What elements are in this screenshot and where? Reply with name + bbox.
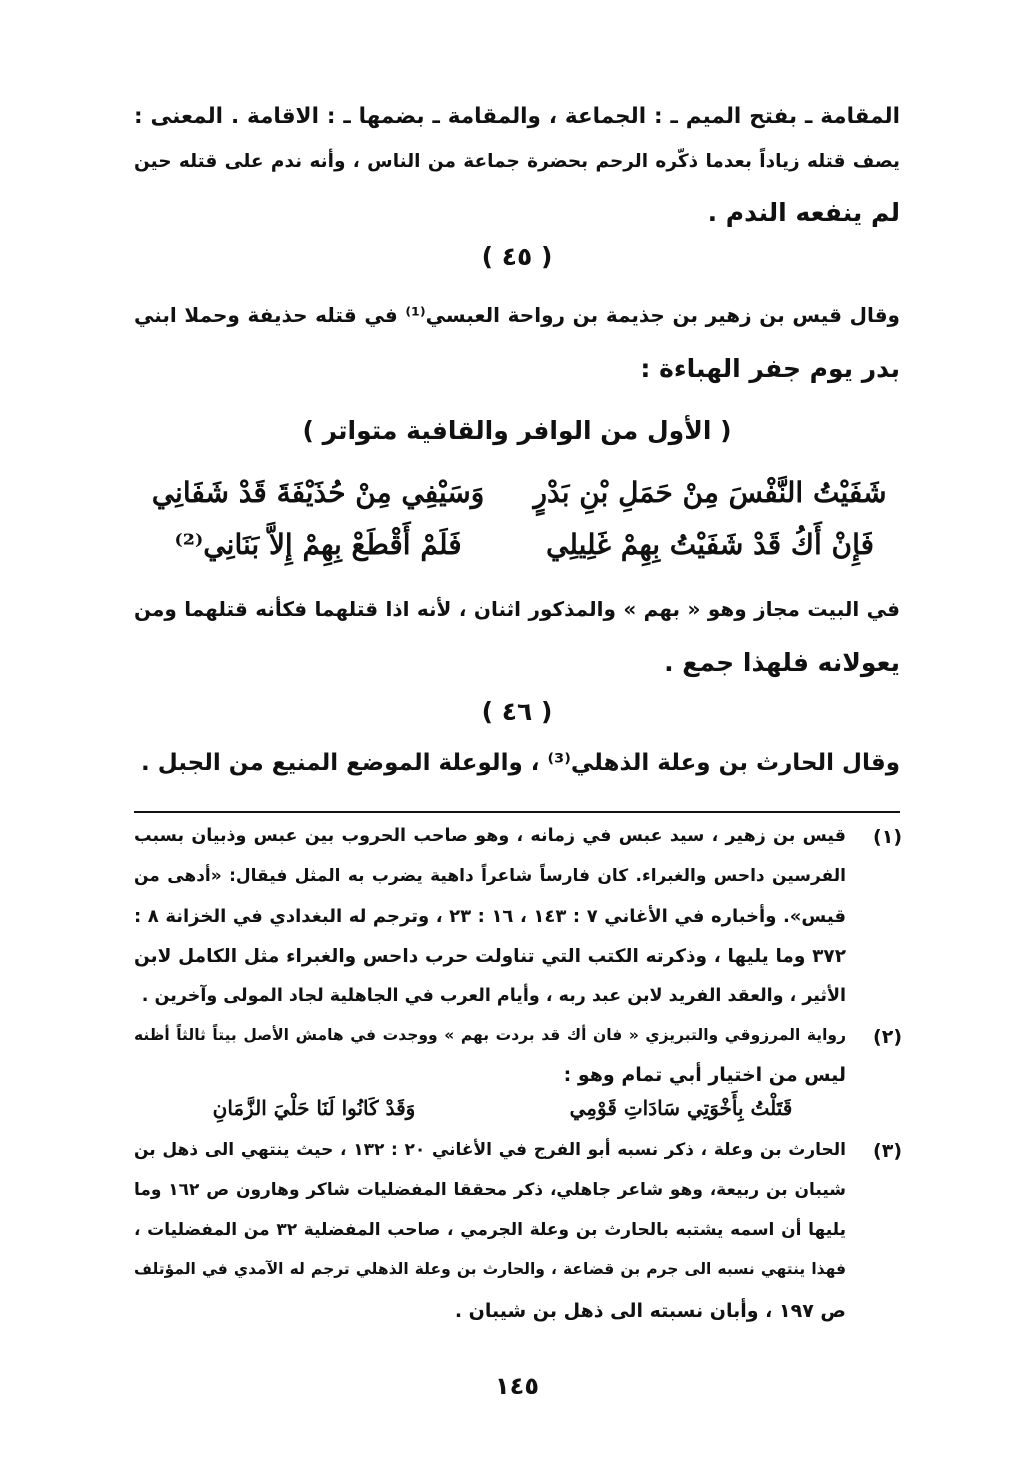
footnote-1-line-4: ٣٧٢ وما يليها ، وذكرته الكتب التي تناولت حرب داحس والغبراء مثل الكامل لابن	[134, 946, 846, 967]
verse-2-first-hemistich: فَإِنْ أَكُ قَدْ شَفَيْتُ بِهِمْ غَلِيلِي	[545, 528, 875, 561]
footnote-2-line-2: ليس من اختيار أبي تمام وهو :	[563, 1064, 846, 1086]
footnote-1-number: (١)	[873, 826, 902, 848]
section-number-45: ( ٤٥ )	[481, 242, 553, 271]
body-line-2: يصف قتله زياداً بعدما ذكّره الرحم بحضرة جماعة من الناس ، وأنه ندم على قتله حين	[134, 151, 900, 172]
body-line-3: لم ينفعه الندم .	[707, 198, 900, 227]
verse-1-first-hemistich: شَفَيْتُ النَّفْسَ مِنْ حَمَلِ بْنِ بَدْرٍ	[533, 476, 887, 509]
verse-2-second-hemistich: فَلَمْ أَقْطَعْ بِهِمْ إِلاَّ بَنَانِي⁽²⁾	[174, 528, 462, 561]
intro-46-line: وقال الحارث بن وعلة الذهلي⁽³⁾ ، والوعلة الموضع المنيع من الجبل .	[141, 750, 900, 776]
footnote-1-line-3: قيس». وأخباره في الأغاني ٧ : ١٤٣ ، ١٦ : ٢٣ ، وترجم له البغدادي في الخزانة ٨ :	[134, 906, 846, 927]
intro-45-line-1: وقال قيس بن زهير بن جذيمة بن رواحة العبسي⁽¹⁾ في قتله حذيفة وحملا ابني	[134, 303, 900, 327]
footnote-1-line-2: الفرسين داحس والغبراء. كان فارساً شاعراً داهية يضرب به المثل فيقال: «أدهى من	[134, 866, 846, 886]
intro-45-line-2: بدر يوم جفر الهباءة :	[640, 354, 900, 383]
footnote-3-line-3: يليها أن اسمه يشتبه بالحارث بن وعلة الجرمي ، صاحب المفضلية ٣٢ من المفضليات ،	[134, 1220, 846, 1240]
comment-45-line-2: يعولانه فلهذا جمع .	[664, 648, 900, 677]
footnote-3-number: (٣)	[873, 1140, 902, 1162]
footnote-1-line-5: الأثير ، والعقد الفريد لابن عبد ربه ، وأيام العرب في الجاهلية لجاد المولى وآخرين .	[141, 986, 846, 1006]
footnote-2-line-1: رواية المرزوقي والتبريزي « فان أك قد بردت بهم » ووجدت في هامش الأصل بيتاً ثالثاً أظنه	[134, 1026, 846, 1044]
meter-heading: ( الأول من الوافر والقافية متواتر )	[302, 416, 732, 445]
footnote-2-verse-first: قَتَلْتُ بِأَخْوَتِي سَادَاتِ قَوْمِي	[569, 1096, 793, 1120]
footnote-3-line-1: الحارث بن وعلة ، ذكر نسبه أبو الفرج في الأغاني ٢٠ : ١٣٢ ، حيث ينتهي الى ذهل بن	[134, 1140, 846, 1160]
footnote-3-line-4: فهذا ينتهي نسبه الى جرم بن قضاعة ، والحارث بن وعلة الذهلي ترجم له الآمدي في المؤتلف	[134, 1260, 846, 1278]
comment-45-line-1: في البيت مجاز وهو « بهم » والمذكور اثنان ، لأنه اذا قتلهما فكأنه قتلهما ومن	[134, 597, 900, 621]
footnote-3-line-5: ص ١٩٧ ، وأبان نسبته الى ذهل بن شيبان .	[454, 1300, 846, 1322]
section-number-46: ( ٤٦ )	[481, 697, 553, 726]
footnote-3-line-2: شيبان بن ربيعة، وهو شاعر جاهلي، ذكر محققا المفضليات شاكر وهارون ص ١٦٢ وما	[134, 1180, 846, 1200]
footnote-2-number: (٢)	[873, 1026, 902, 1048]
page-number: ١٤٥	[495, 1372, 539, 1400]
footnote-1-line-1: قيس بن زهير ، سيد عبس في زمانه ، وهو صاحب الحروب بين عبس وذبيان بسبب	[134, 826, 846, 846]
body-line-1: المقامة ـ بفتح الميم ـ : الجماعة ، والمقامة ـ بضمها ـ : الاقامة . المعنى :	[134, 104, 900, 129]
footnote-separator	[134, 811, 900, 813]
verse-1-second-hemistich: وَسَيْفِي مِنْ حُذَيْفَةَ قَدْ شَفَانِي	[151, 476, 485, 509]
footnote-2-verse-second: وَقَدْ كَانُوا لَنَا حَلْيَ الزَّمَانِ	[212, 1096, 416, 1120]
